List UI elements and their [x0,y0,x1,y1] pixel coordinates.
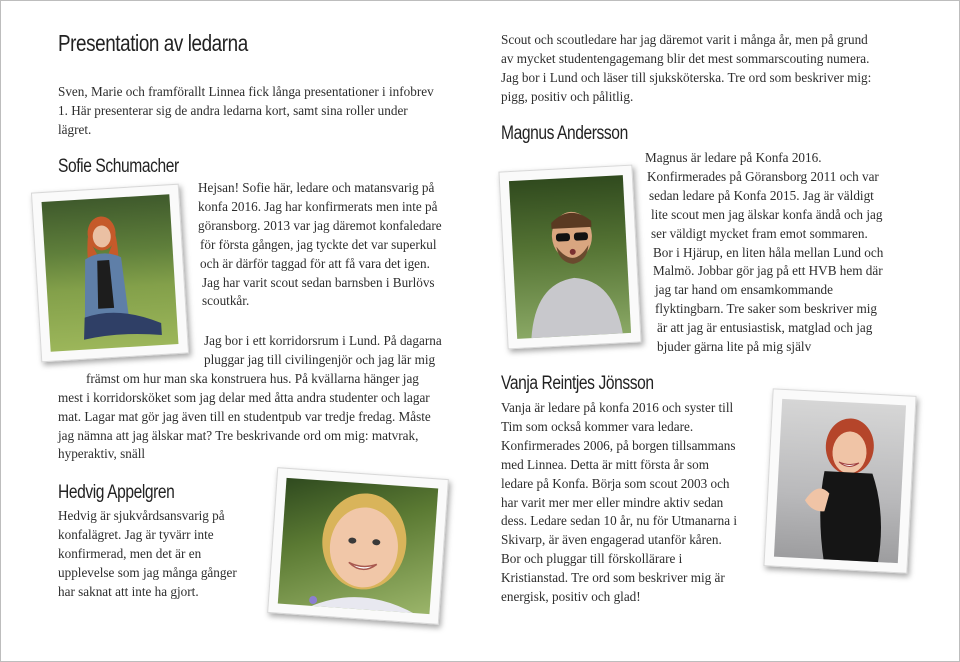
magnus-text [501,149,883,357]
sofie-text-b [58,332,442,464]
hedvig-line: upplevelse som jag många gånger [58,564,237,580]
sofie-heading: Sofie Schumacher [58,156,179,177]
sofie-line: jag nämna att jag älskar mat? Tre beskrivande ord om mig: matvrak, [58,427,419,443]
sofie-line: och är därför taggad för att få vara det igen. [200,255,430,271]
magnus-line: Malmö. Jobbar gör jag på ett HVB hem där [653,263,883,279]
hedvig-line: Hedvig är sjukvårdsansvarig på [58,508,225,523]
hedvig-photo [267,467,449,625]
hedvig-portrait-illustration [278,478,438,614]
intro-line: Sven, Marie och framförallt Linnea fick långa presentationer i infobrev [58,84,434,99]
vanja-line: Vanja är ledare på konfa 2016 och syster till [501,400,734,415]
magnus-line: flyktingbarn. Tre saker som beskriver mig [655,301,877,317]
vanja-portrait-illustration [774,399,906,563]
sofie-portrait-illustration [42,194,179,352]
vanja-line: Konfirmerades 2006, på borgen tillsammans [501,437,736,453]
sofie-line: konfa 2016. Jag har konfirmerats men inte på [198,198,438,214]
vanja-line: har varit mer mer eller mindre aktiv sedan [501,494,724,510]
magnus-line: är att jag är entusiastisk, matglad och jag [657,320,873,336]
vanja-line: Tim som också kommer vara ledare. [501,418,694,434]
vanja-line: energisk, positiv och glad! [501,589,641,605]
intro-text [58,83,434,140]
hedvig-text [58,507,237,602]
sofie-line: scoutkår. [202,293,250,309]
magnus-line: Bor i Hjärup, en liten håla mellan Lund och [653,244,884,260]
intro-line: lägret. [58,121,92,137]
hedvig-line: konfirmerad, men det är en [58,545,202,561]
magnus-line: bjuder gärna lite på mig själv [657,339,812,355]
hedvig-line: konfalägret. Jag är tyvärr inte [58,526,214,542]
vanja-line: Skivarp, är även engagerad utanför kåren. [501,532,722,548]
sofie-cont-line: av mycket studentengagemang blir det mest sommarscouting numera. [501,50,870,66]
magnus-line: sedan ledare på Konfa 2015. Jag är väldigt [649,187,874,203]
hedvig-heading: Hedvig Appelgren [58,482,175,503]
sofie-line: mest i korridorsköket som jag delar med åtta andra studenter och lagar [58,389,430,405]
sofie-text-a [198,179,442,311]
sofie-line: Jag bor i ett korridorsrum i Lund. På dagarna [204,333,442,348]
sofie-line: göransborg. 2013 var jag däremot konfaledare [198,217,442,233]
magnus-line: lite scout men jag älskar konfa ändå och jag [651,206,883,222]
sofie-continued-text [501,31,871,107]
sofie-line: främst om hur man ska konstruera hus. På kvällarna hänger jag [86,370,419,386]
sofie-cont-line: Jag bor i Lund och läser till sjuksköterska. Tre ord som beskriver mig: [501,69,872,85]
sofie-line: Jag har varit scout sedan barnsben i Burlövs [202,274,435,290]
hedvig-line: har saknat att inte ha gjort. [58,583,199,599]
sofie-line: hyperaktiv, snäll [58,446,146,462]
vanja-line: Kristianstad. Tre ord som beskriver mig är [501,570,725,586]
magnus-line: Magnus är ledare på Konfa 2016. [645,150,822,165]
vanja-line: dess. Ledare sedan 10 år, nu för Utmanarna i [501,513,738,529]
vanja-text [501,399,737,607]
vanja-line: ledare på Konfa. Börja som scout 2003 och [501,475,730,491]
magnus-line: Konfirmerades på Göransborg 2011 och var [647,168,879,184]
magnus-line: ser väldigt mycket fram emot sommaren. [651,225,868,241]
magnus-heading: Magnus Andersson [501,123,628,144]
page-title: Presentation av ledarna [58,30,248,56]
magnus-line: jag tar hand om ensamkommande [655,282,833,298]
sofie-line: Hejsan! Sofie här, ledare och matansvarig på [198,180,435,195]
sofie-line: pluggar jag till civilingenjör och jag lär mig [204,351,436,367]
vanja-line: Bor och pluggar till förskollärare i [501,551,683,567]
sofie-line: för första gången, jag tyckte det var superkul [200,236,437,252]
vanja-heading: Vanja Reintjes Jönsson [501,373,654,394]
vanja-photo [763,388,916,573]
intro-line: 1. Här presenterar sig de andra ledarna kort, samt sina roller under [58,102,408,118]
sofie-cont-line: pigg, positiv och pålitlig. [501,88,634,104]
vanja-line: med Linnea. Detta är mitt första år som [501,456,709,472]
sofie-cont-line: Scout och scoutledare har jag däremot varit i många år, men på grund [501,32,868,47]
sofie-line: mat. Lagar mat gör jag även till en studentpub var tredje fredag. Måste [58,408,431,424]
